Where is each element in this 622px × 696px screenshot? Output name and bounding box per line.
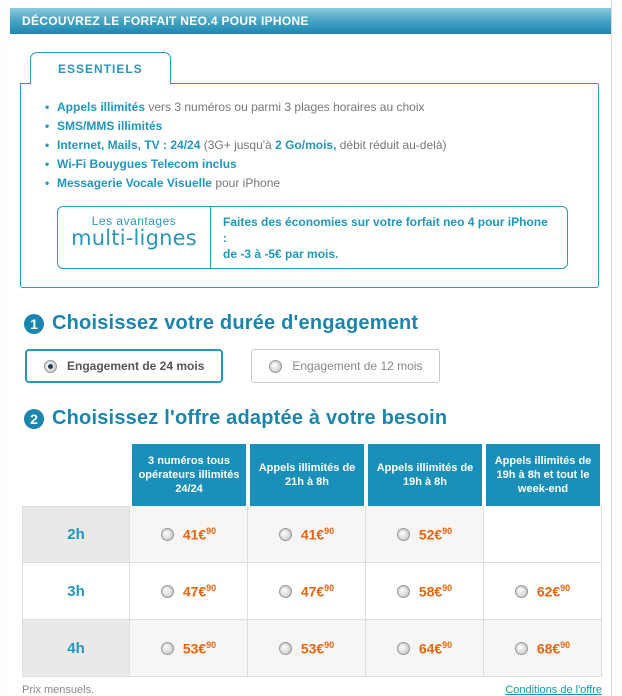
feature-text: Internet, Mails, TV : 24/24 [57, 138, 201, 152]
features-list [43, 98, 580, 193]
price-option-3h-col1[interactable] [279, 583, 334, 600]
feature-text: Messagerie Vocale Visuelle [57, 176, 212, 190]
column-header-3: Appels illimités de 19h à 8h et tout le week-end [486, 444, 600, 506]
feature-text: Wi-Fi Bouygues Telecom inclus [57, 157, 237, 171]
multilignes-logo-top: Les avantages [91, 214, 177, 228]
price-cell-3h-col1[interactable] [248, 563, 366, 620]
price-value: 53€$^{90}$ [300, 639, 335, 657]
multilignes-text [210, 207, 567, 268]
price-cell-2h-col1[interactable] [248, 506, 366, 563]
price-radio[interactable] [161, 585, 174, 598]
price-cell-3h-col2[interactable] [366, 563, 484, 620]
price-radio[interactable] [161, 528, 174, 541]
price-value: 62€$^{90}$ [536, 582, 571, 600]
price-option-2h-col0[interactable] [161, 526, 216, 543]
row-label-3h: 3h [22, 563, 130, 620]
multilignes-logo-bottom: multi-lignes [71, 226, 197, 250]
price-cell-4h-col3[interactable] [484, 620, 602, 677]
price-radio[interactable] [515, 642, 528, 655]
price-value: 47€$^{90}$ [182, 582, 217, 600]
price-option-4h-col1[interactable] [279, 640, 334, 657]
column-header-1: Appels illimités de 21h à 8h [250, 444, 364, 506]
table-footer [22, 684, 602, 696]
price-radio[interactable] [515, 585, 528, 598]
step2-title: Choisissez l'offre adaptée à votre besoin [52, 407, 448, 429]
price-cell-4h-col2[interactable] [366, 620, 484, 677]
engagement-option-24-mois[interactable] [25, 349, 223, 383]
feature-item-3 [43, 155, 580, 174]
feature-text: débit réduit au-delà) [336, 138, 447, 152]
price-value: 53€$^{90}$ [182, 639, 217, 657]
price-value: 41€$^{90}$ [182, 525, 217, 543]
price-option-3h-col2[interactable] [397, 583, 452, 600]
step2-heading [24, 407, 611, 430]
multilignes-logo [58, 207, 210, 268]
price-option-3h-col3[interactable] [515, 583, 570, 600]
engagement-options [25, 349, 611, 383]
engagement-radio[interactable] [269, 360, 282, 373]
engagement-option-label: Engagement de 24 mois [67, 359, 205, 373]
feature-text: pour iPhone [211, 176, 281, 190]
price-radio[interactable] [397, 642, 410, 655]
price-option-4h-col3[interactable] [515, 640, 570, 657]
price-value: 41€$^{90}$ [300, 525, 335, 543]
step2-number-icon: 2 [24, 409, 44, 429]
table-corner-cell [22, 444, 130, 506]
price-cell-2h-col2[interactable] [366, 506, 484, 563]
step1-title: Choisissez votre durée d'engagement [52, 312, 419, 334]
price-note: Prix mensuels. [22, 684, 95, 696]
multilignes-text-line1: Faites des économies sur votre forfait neo 4 pour iPhone : [223, 215, 548, 245]
price-cell-2h-col3 [484, 506, 602, 563]
price-table [22, 444, 602, 677]
step1-heading [24, 312, 611, 335]
engagement-radio[interactable] [44, 360, 57, 373]
price-radio[interactable] [161, 642, 174, 655]
engagement-option-12-mois[interactable] [251, 349, 440, 383]
multilignes-banner [57, 206, 568, 269]
price-option-3h-col0[interactable] [161, 583, 216, 600]
feature-item-4 [43, 174, 580, 193]
feature-item-2 [43, 136, 580, 155]
price-radio[interactable] [279, 642, 292, 655]
feature-item-1 [43, 117, 580, 136]
row-label-4h: 4h [22, 620, 130, 677]
offer-details-box [20, 83, 599, 288]
tab-essentiels[interactable] [30, 52, 171, 84]
engagement-option-label: Engagement de 12 mois [292, 359, 423, 373]
price-cell-4h-col1[interactable] [248, 620, 366, 677]
price-cell-3h-col3[interactable] [484, 563, 602, 620]
price-value: 58€$^{90}$ [418, 582, 453, 600]
step1-number-icon: 1 [24, 314, 44, 334]
column-header-0: 3 numéros tous opérateurs illimités 24/24 [132, 444, 246, 506]
feature-text: (3G+ jusqu'à [200, 138, 276, 152]
panel-title: DÉCOUVREZ LE FORFAIT NEO.4 POUR IPHONE [22, 14, 309, 28]
price-radio[interactable] [279, 528, 292, 541]
feature-text: vers 3 numéros ou parmi 3 plages horaires au choix [145, 100, 425, 114]
price-option-4h-col2[interactable] [397, 640, 452, 657]
price-radio[interactable] [397, 585, 410, 598]
price-cell-2h-col0[interactable] [130, 506, 248, 563]
price-option-2h-col2[interactable] [397, 526, 452, 543]
price-cell-3h-col0[interactable] [130, 563, 248, 620]
tab-label: ESSENTIELS [58, 62, 143, 76]
feature-item-0 [43, 98, 580, 117]
price-value: 47€$^{90}$ [300, 582, 335, 600]
panel-header [10, 8, 611, 34]
price-option-4h-col0[interactable] [161, 640, 216, 657]
price-value: 52€$^{90}$ [418, 525, 453, 543]
price-value: 68€$^{90}$ [536, 639, 571, 657]
feature-text: SMS/MMS illimités [57, 119, 163, 133]
feature-text: Appels illimités [57, 100, 146, 114]
feature-text: 2 Go/mois, [275, 138, 337, 152]
multilignes-text-line2: de -3 à -5€ par mois. [223, 247, 339, 261]
price-value: 64€$^{90}$ [418, 639, 453, 657]
row-label-2h: 2h [22, 506, 130, 563]
offer-panel [10, 0, 612, 696]
price-cell-4h-col0[interactable] [130, 620, 248, 677]
offer-conditions-link[interactable]: Conditions de l'offre [505, 684, 602, 696]
column-header-2: Appels illimités de 19h à 8h [368, 444, 482, 506]
price-radio[interactable] [397, 528, 410, 541]
price-radio[interactable] [279, 585, 292, 598]
price-option-2h-col1[interactable] [279, 526, 334, 543]
